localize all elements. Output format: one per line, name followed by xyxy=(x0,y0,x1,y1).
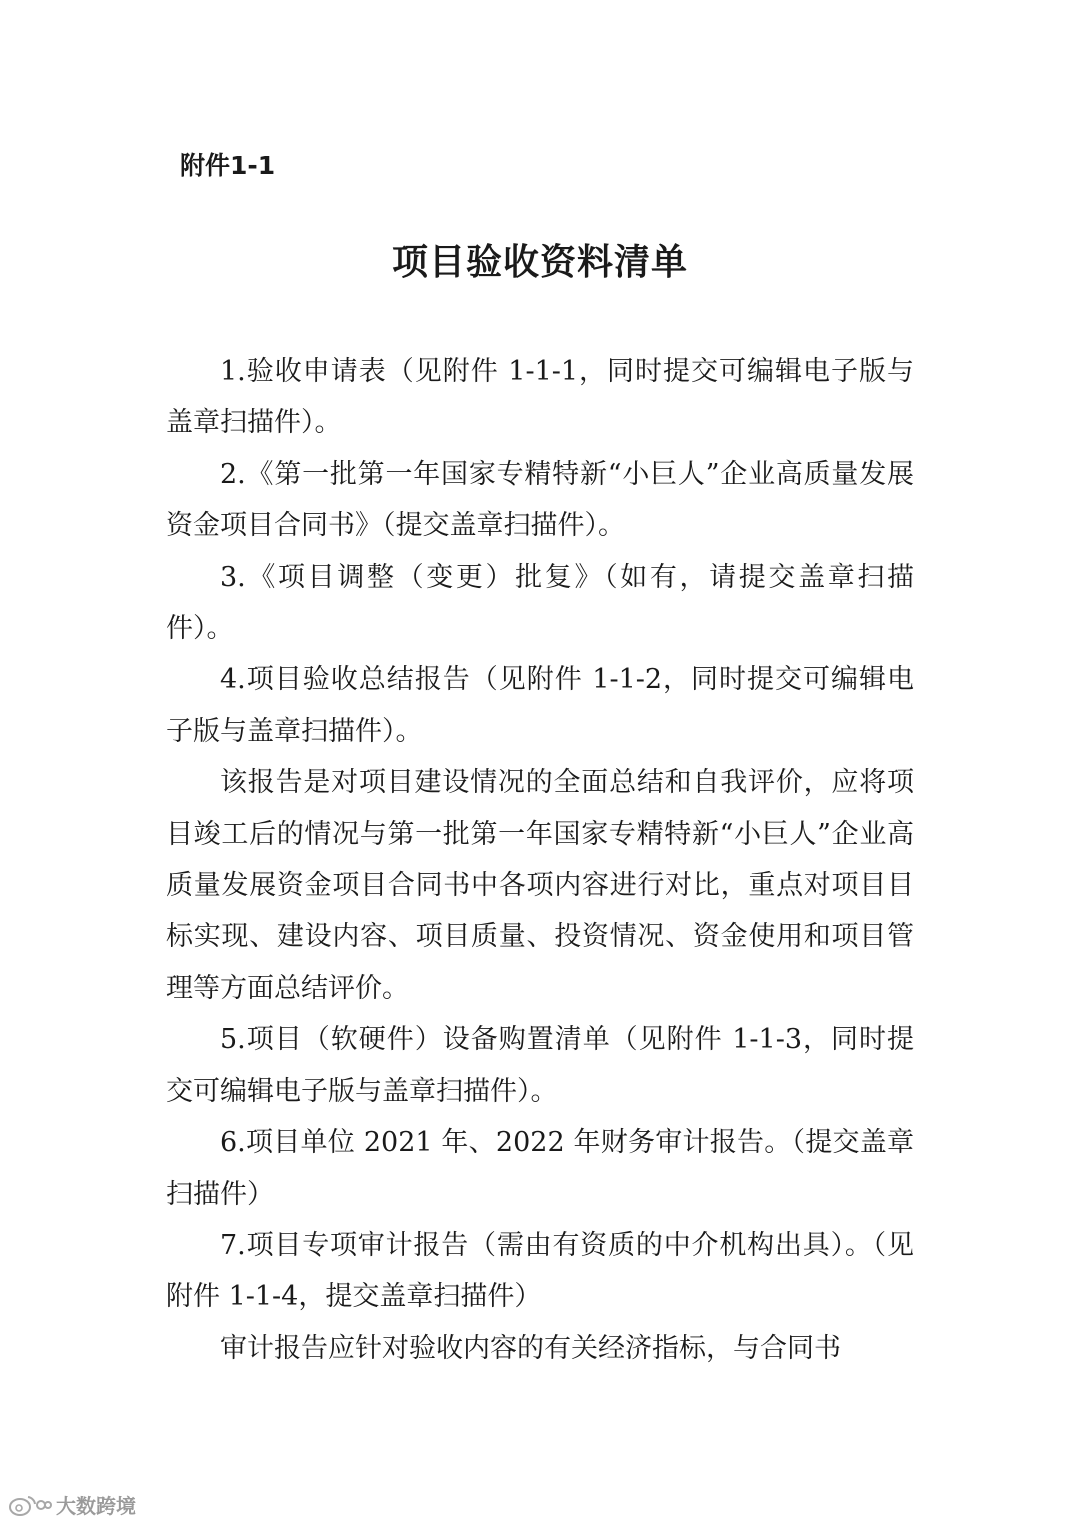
watermark-text: 大数跨境 xyxy=(56,1494,136,1518)
watermark xyxy=(8,1490,136,1519)
document-body xyxy=(166,346,914,1374)
paragraph-6: 6.项目单位 2021 年、2022 年财务审计报告。（提交盖章扫描件） xyxy=(166,1127,914,1210)
paragraph-5: 5.项目（软硬件）设备购置清单（见附件 1-1-3，同时提交可编辑电子版与盖章扫描件）。 xyxy=(166,1024,914,1107)
paragraph-1: 1.验收申请表（见附件 1-1-1，同时提交可编辑电子版与盖章扫描件）。 xyxy=(166,356,914,439)
paragraph-3: 3.《项目调整（变更）批复》（如有，请提交盖章扫描件）。 xyxy=(166,561,914,645)
paragraph-2: 2.《第一批第一年国家专精特新“小巨人”企业高质量发展资金项目合同书》（提交盖章扫描件）。 xyxy=(166,458,914,542)
weibo-logo-icon xyxy=(8,1493,52,1517)
paragraph-4: 4.项目验收总结报告（见附件 1-1-2，同时提交可编辑电子版与盖章扫描件）。 xyxy=(166,664,914,747)
paragraph-7: 7.项目专项审计报告（需由有资质的中介机构出具）。（见附件 1-1-4，提交盖章扫描件） xyxy=(166,1229,914,1313)
attachment-label: 附件1-1 xyxy=(180,151,276,180)
document-title: 项目验收资料清单 xyxy=(391,242,688,283)
paragraph-4-detail: 该报告是对项目建设情况的全面总结和自我评价，应将项目竣工后的情况与第一批第一年国家专精特新“小巨人”企业高质量发展资金项目合同书中各项内容进行对比，重点对项目目标实现、建设内容、项目质量、投资情况、资金使用和项目管理等方面总结评价。 xyxy=(166,767,914,1004)
paragraph-7-detail: 审计报告应针对验收内容的有关经济指标，与合同书 xyxy=(220,1332,841,1364)
